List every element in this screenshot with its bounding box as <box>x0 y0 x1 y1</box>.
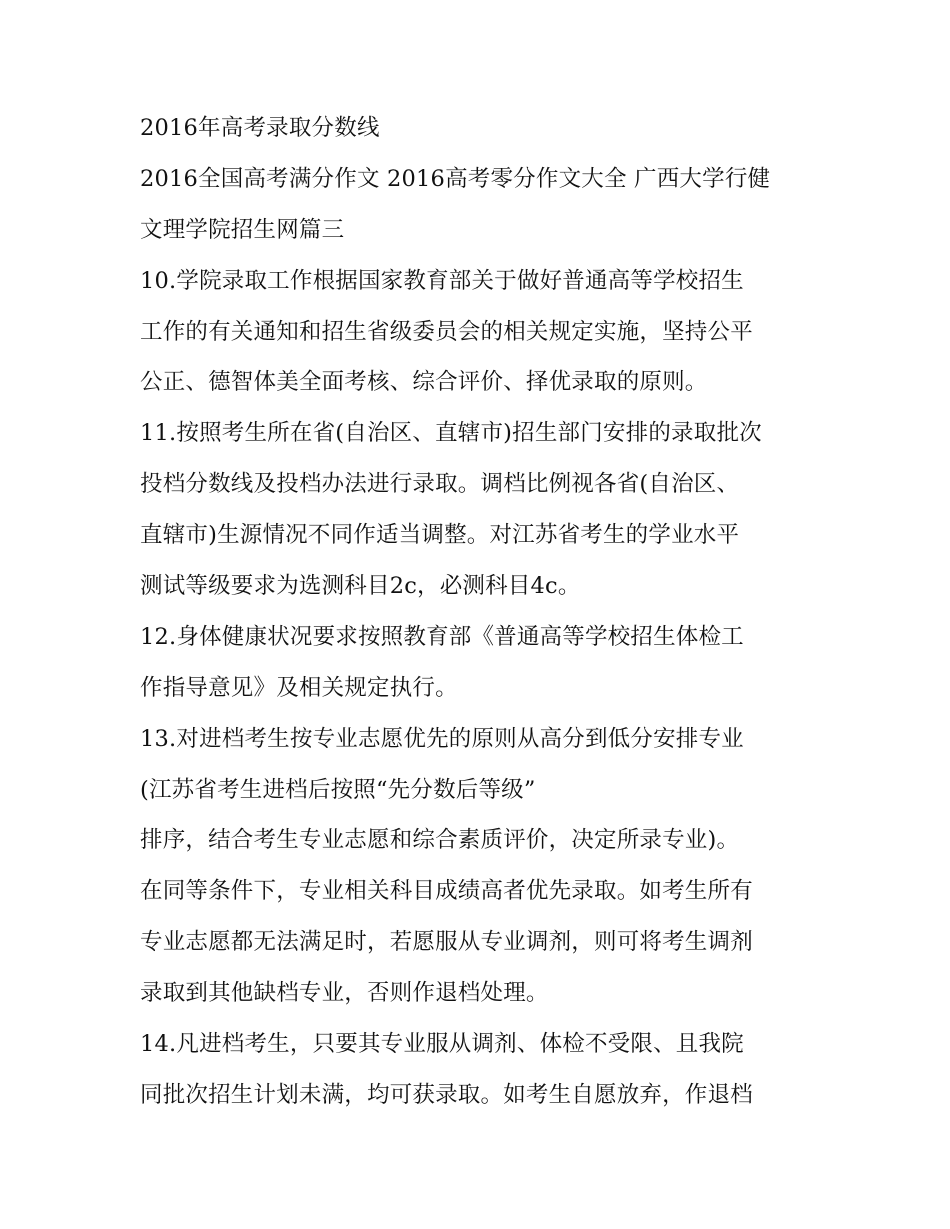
text-line: 工作的有关通知和招生省级委员会的相关规定实施，坚持公平 <box>140 318 753 345</box>
document-body <box>140 103 830 1121</box>
text-line: 投档分数线及投档办法进行录取。调档比例视各省(自治区、 <box>140 471 740 498</box>
text-line: 测试等级要求为选测科目2c，必测科目4c。 <box>140 573 581 600</box>
text-line: 同批次招生计划未满，均可获录取。如考生自愿放弃，作退档 <box>140 1081 753 1108</box>
text-line: 13.对进档考生按专业志愿优先的原则从高分到低分安排专业 <box>140 725 744 752</box>
text-line: 14.凡进档考生，只要其专业服从调剂、体检不受限、且我院 <box>140 1031 744 1058</box>
text-line: 12.身体健康状况要求按照教育部《普通高等学校招生体检工 <box>140 623 744 650</box>
text-line: 文理学院招生网篇三 <box>140 216 345 243</box>
text-line: 11.按照考生所在省(自治区、直辖市)招生部门安排的录取批次 <box>140 420 762 447</box>
text-line: 10.学院录取工作根据国家教育部关于做好普通高等学校招生 <box>140 267 744 294</box>
text-line: 作指导意见》及相关规定执行。 <box>140 674 458 701</box>
text-line: 在同等条件下，专业相关科目成绩高者优先录取。如考生所有 <box>140 878 753 905</box>
text-line: 直辖市)生源情况不同作适当调整。对江苏省考生的学业水平 <box>140 522 740 549</box>
text-line: 排序，结合考生专业志愿和综合素质评价，决定所录专业)。 <box>140 827 740 854</box>
text-line: 专业志愿都无法满足时，若愿服从专业调剂，则可将考生调剂 <box>140 929 753 956</box>
text-line: 2016全国高考满分作文 2016高考零分作文大全 广西大学行健 <box>140 165 771 192</box>
text-line: 录取到其他缺档专业，否则作退档处理。 <box>140 980 549 1007</box>
text-line: 公正、德智体美全面考核、综合评价、择优录取的原则。 <box>140 369 708 396</box>
text-line-title: 2016年高考录取分数线 <box>140 115 380 141</box>
text-line: (江苏省考生进档后按照“先分数后等级” <box>140 776 536 803</box>
